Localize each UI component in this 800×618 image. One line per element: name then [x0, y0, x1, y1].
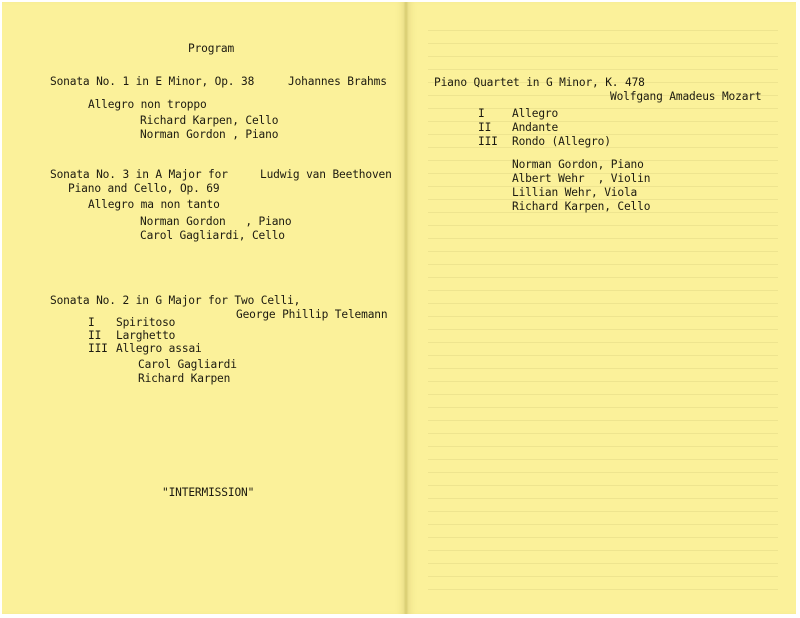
piece-2-performer-1: Norman Gordon , Piano — [140, 215, 292, 228]
quartet-movement-1-number: I — [478, 107, 485, 120]
piece-1-movement: Allegro non troppo — [88, 98, 207, 111]
piece-1-title: Sonata No. 1 in E Minor, Op. 38 — [50, 75, 255, 88]
piece-3-movement-2-name: Larghetto — [116, 329, 176, 342]
piece-3-movement-2-number: II — [88, 329, 102, 342]
piece-3-title: Sonata No. 2 in G Major for Two Celli, — [50, 294, 301, 307]
quartet-movement-2-number: II — [478, 121, 492, 134]
program-heading: Program — [188, 42, 235, 55]
quartet-title: Piano Quartet in G Minor, K. 478 — [434, 76, 645, 89]
piece-3-movement-1-number: I — [88, 316, 95, 329]
quartet-performer-3: Lillian Wehr, Viola — [512, 186, 638, 199]
piece-3-movement-3-name: Allegro assai — [116, 342, 202, 355]
piece-2-title-line-2: Piano and Cello, Op. 69 — [68, 182, 220, 195]
piece-2-composer: Ludwig van Beethoven — [260, 168, 392, 181]
quartet-composer: Wolfgang Amadeus Mozart — [610, 90, 762, 103]
piece-2-title-line-1: Sonata No. 3 in A Major for — [50, 168, 228, 181]
quartet-performer-1: Norman Gordon, Piano — [512, 158, 644, 171]
piece-3-performer-1: Carol Gagliardi — [138, 358, 237, 371]
quartet-movement-3-number: III — [478, 135, 498, 148]
piece-3-movement-1-name: Spiritoso — [116, 316, 176, 329]
piece-3-performer-2: Richard Karpen — [138, 372, 231, 385]
piece-2-performer-2: Carol Gagliardi, Cello — [140, 229, 285, 242]
piece-2-movement: Allegro ma non tanto — [88, 198, 220, 211]
left-page — [2, 2, 404, 614]
quartet-movement-1-name: Allegro — [512, 107, 559, 120]
quartet-movement-2-name: Andante — [512, 121, 559, 134]
piece-3-movement-3-number: III — [88, 342, 108, 355]
right-page — [408, 2, 796, 614]
intermission-label: "INTERMISSION" — [162, 486, 255, 499]
quartet-performer-4: Richard Karpen, Cello — [512, 200, 651, 213]
piece-3-composer: George Phillip Telemann — [236, 308, 388, 321]
piece-1-composer: Johannes Brahms — [288, 75, 387, 88]
quartet-movement-3-name: Rondo (Allegro) — [512, 135, 611, 148]
piece-1-performer-1: Richard Karpen, Cello — [140, 114, 279, 127]
quartet-performer-2: Albert Wehr , Violin — [512, 172, 651, 185]
piece-1-performer-2: Norman Gordon , Piano — [140, 128, 279, 141]
